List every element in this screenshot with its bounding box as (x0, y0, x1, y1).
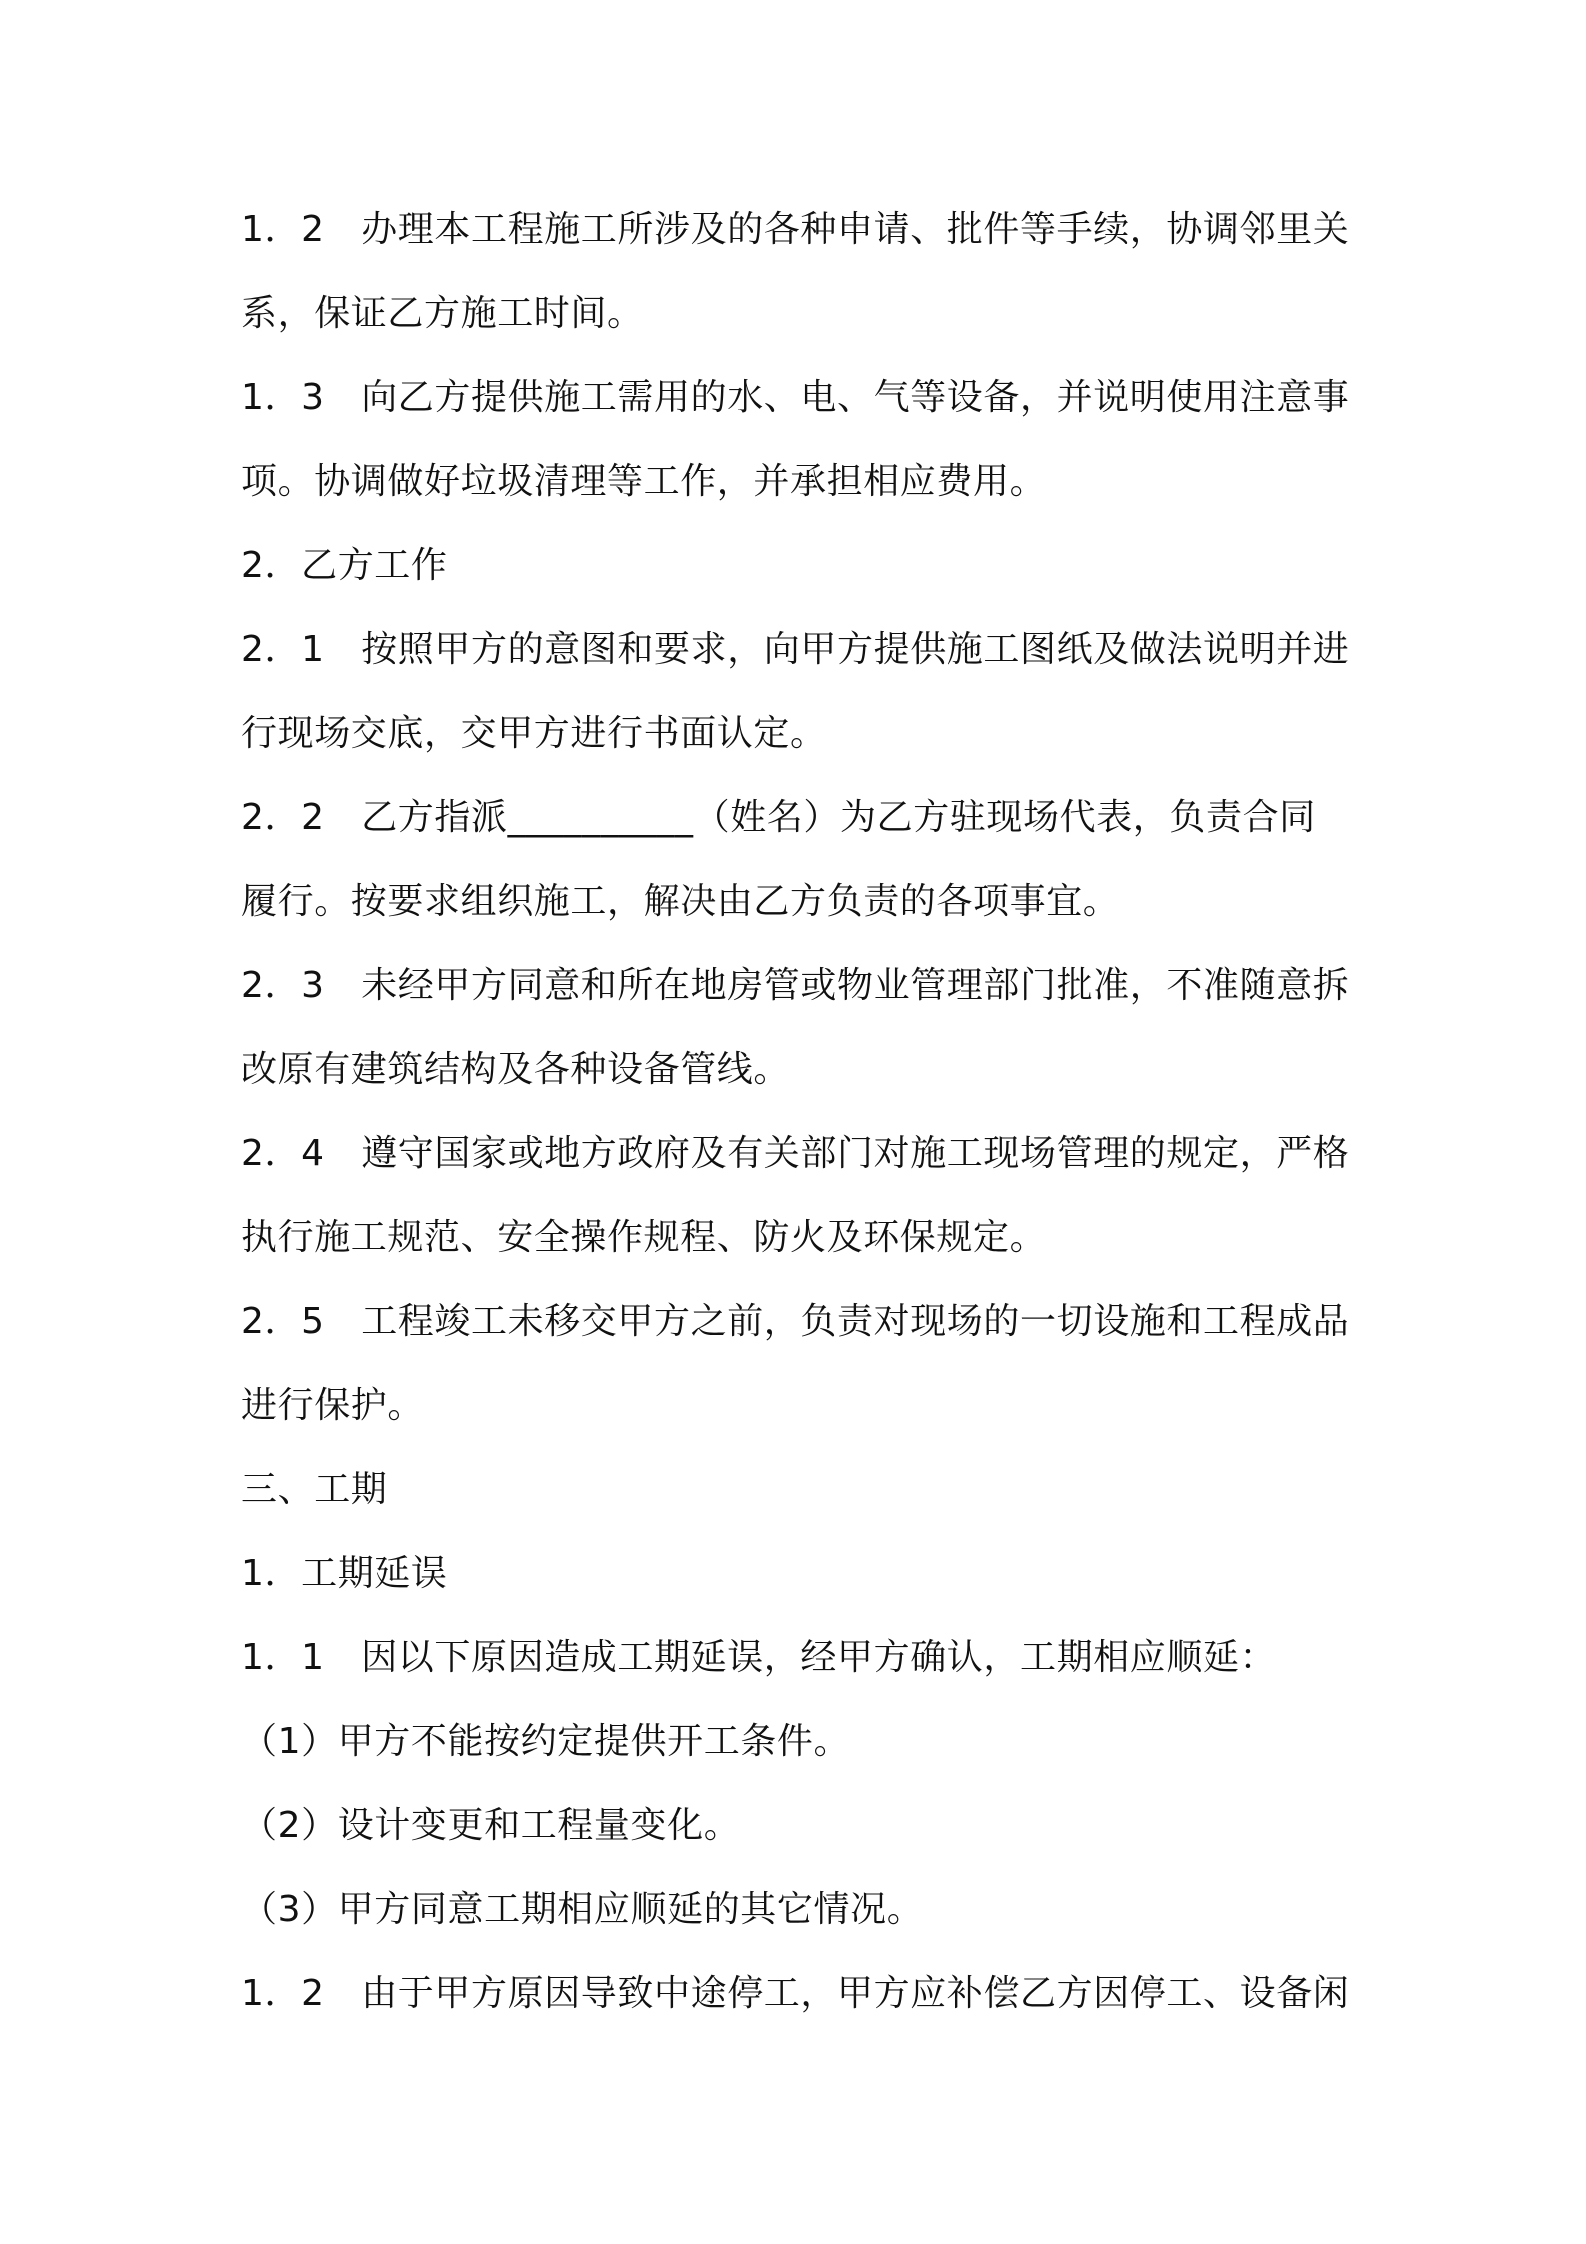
list-item: （3）甲方同意工期相应顺延的其它情况。 (241, 1889, 924, 1930)
text-line: 2．3 未经甲方同意和所在地房管或物业管理部门批准，不准随意拆 (241, 965, 1350, 1006)
text-line: 2．4 遵守国家或地方政府及有关部门对施工现场管理的规定，严格 (241, 1133, 1350, 1174)
list-item: （2）设计变更和工程量变化。 (241, 1805, 741, 1846)
text-line: 履行。按要求组织施工，解决由乙方负责的各项事宜。 (241, 881, 1120, 922)
text-line: 行现场交底，交甲方进行书面认定。 (241, 713, 827, 754)
text-line: 2．5 工程竣工未移交甲方之前，负责对现场的一切设施和工程成品 (241, 1301, 1350, 1342)
text-line: 2．2 乙方指派__________（姓名）为乙方驻现场代表，负责合同 (241, 797, 1316, 838)
text-line: 2．1 按照甲方的意图和要求，向甲方提供施工图纸及做法说明并进 (241, 629, 1350, 670)
text-line: 执行施工规范、安全操作规程、防火及环保规定。 (241, 1217, 1047, 1258)
text-line: 1．2 办理本工程施工所涉及的各种申请、批件等手续，协调邻里关 (241, 209, 1350, 250)
text-line: 进行保护。 (241, 1385, 425, 1426)
text-line: 项。协调做好垃圾清理等工作，并承担相应费用。 (241, 461, 1047, 502)
section-heading: 1．工期延误 (241, 1553, 448, 1594)
text-line: 1．2 由于甲方原因导致中途停工，甲方应补偿乙方因停工、设备闲 (241, 1973, 1350, 2014)
text-line: 改原有建筑结构及各种设备管线。 (241, 1049, 791, 1090)
section-heading: 三、工期 (241, 1469, 388, 1510)
text-line: 1．1 因以下原因造成工期延误，经甲方确认，工期相应顺延： (241, 1637, 1277, 1678)
text-line: 系，保证乙方施工时间。 (241, 293, 644, 334)
section-heading: 2．乙方工作 (241, 545, 448, 586)
list-item: （1）甲方不能按约定提供开工条件。 (241, 1721, 851, 1762)
text-line: 1．3 向乙方提供施工需用的水、电、气等设备，并说明使用注意事 (241, 377, 1350, 418)
